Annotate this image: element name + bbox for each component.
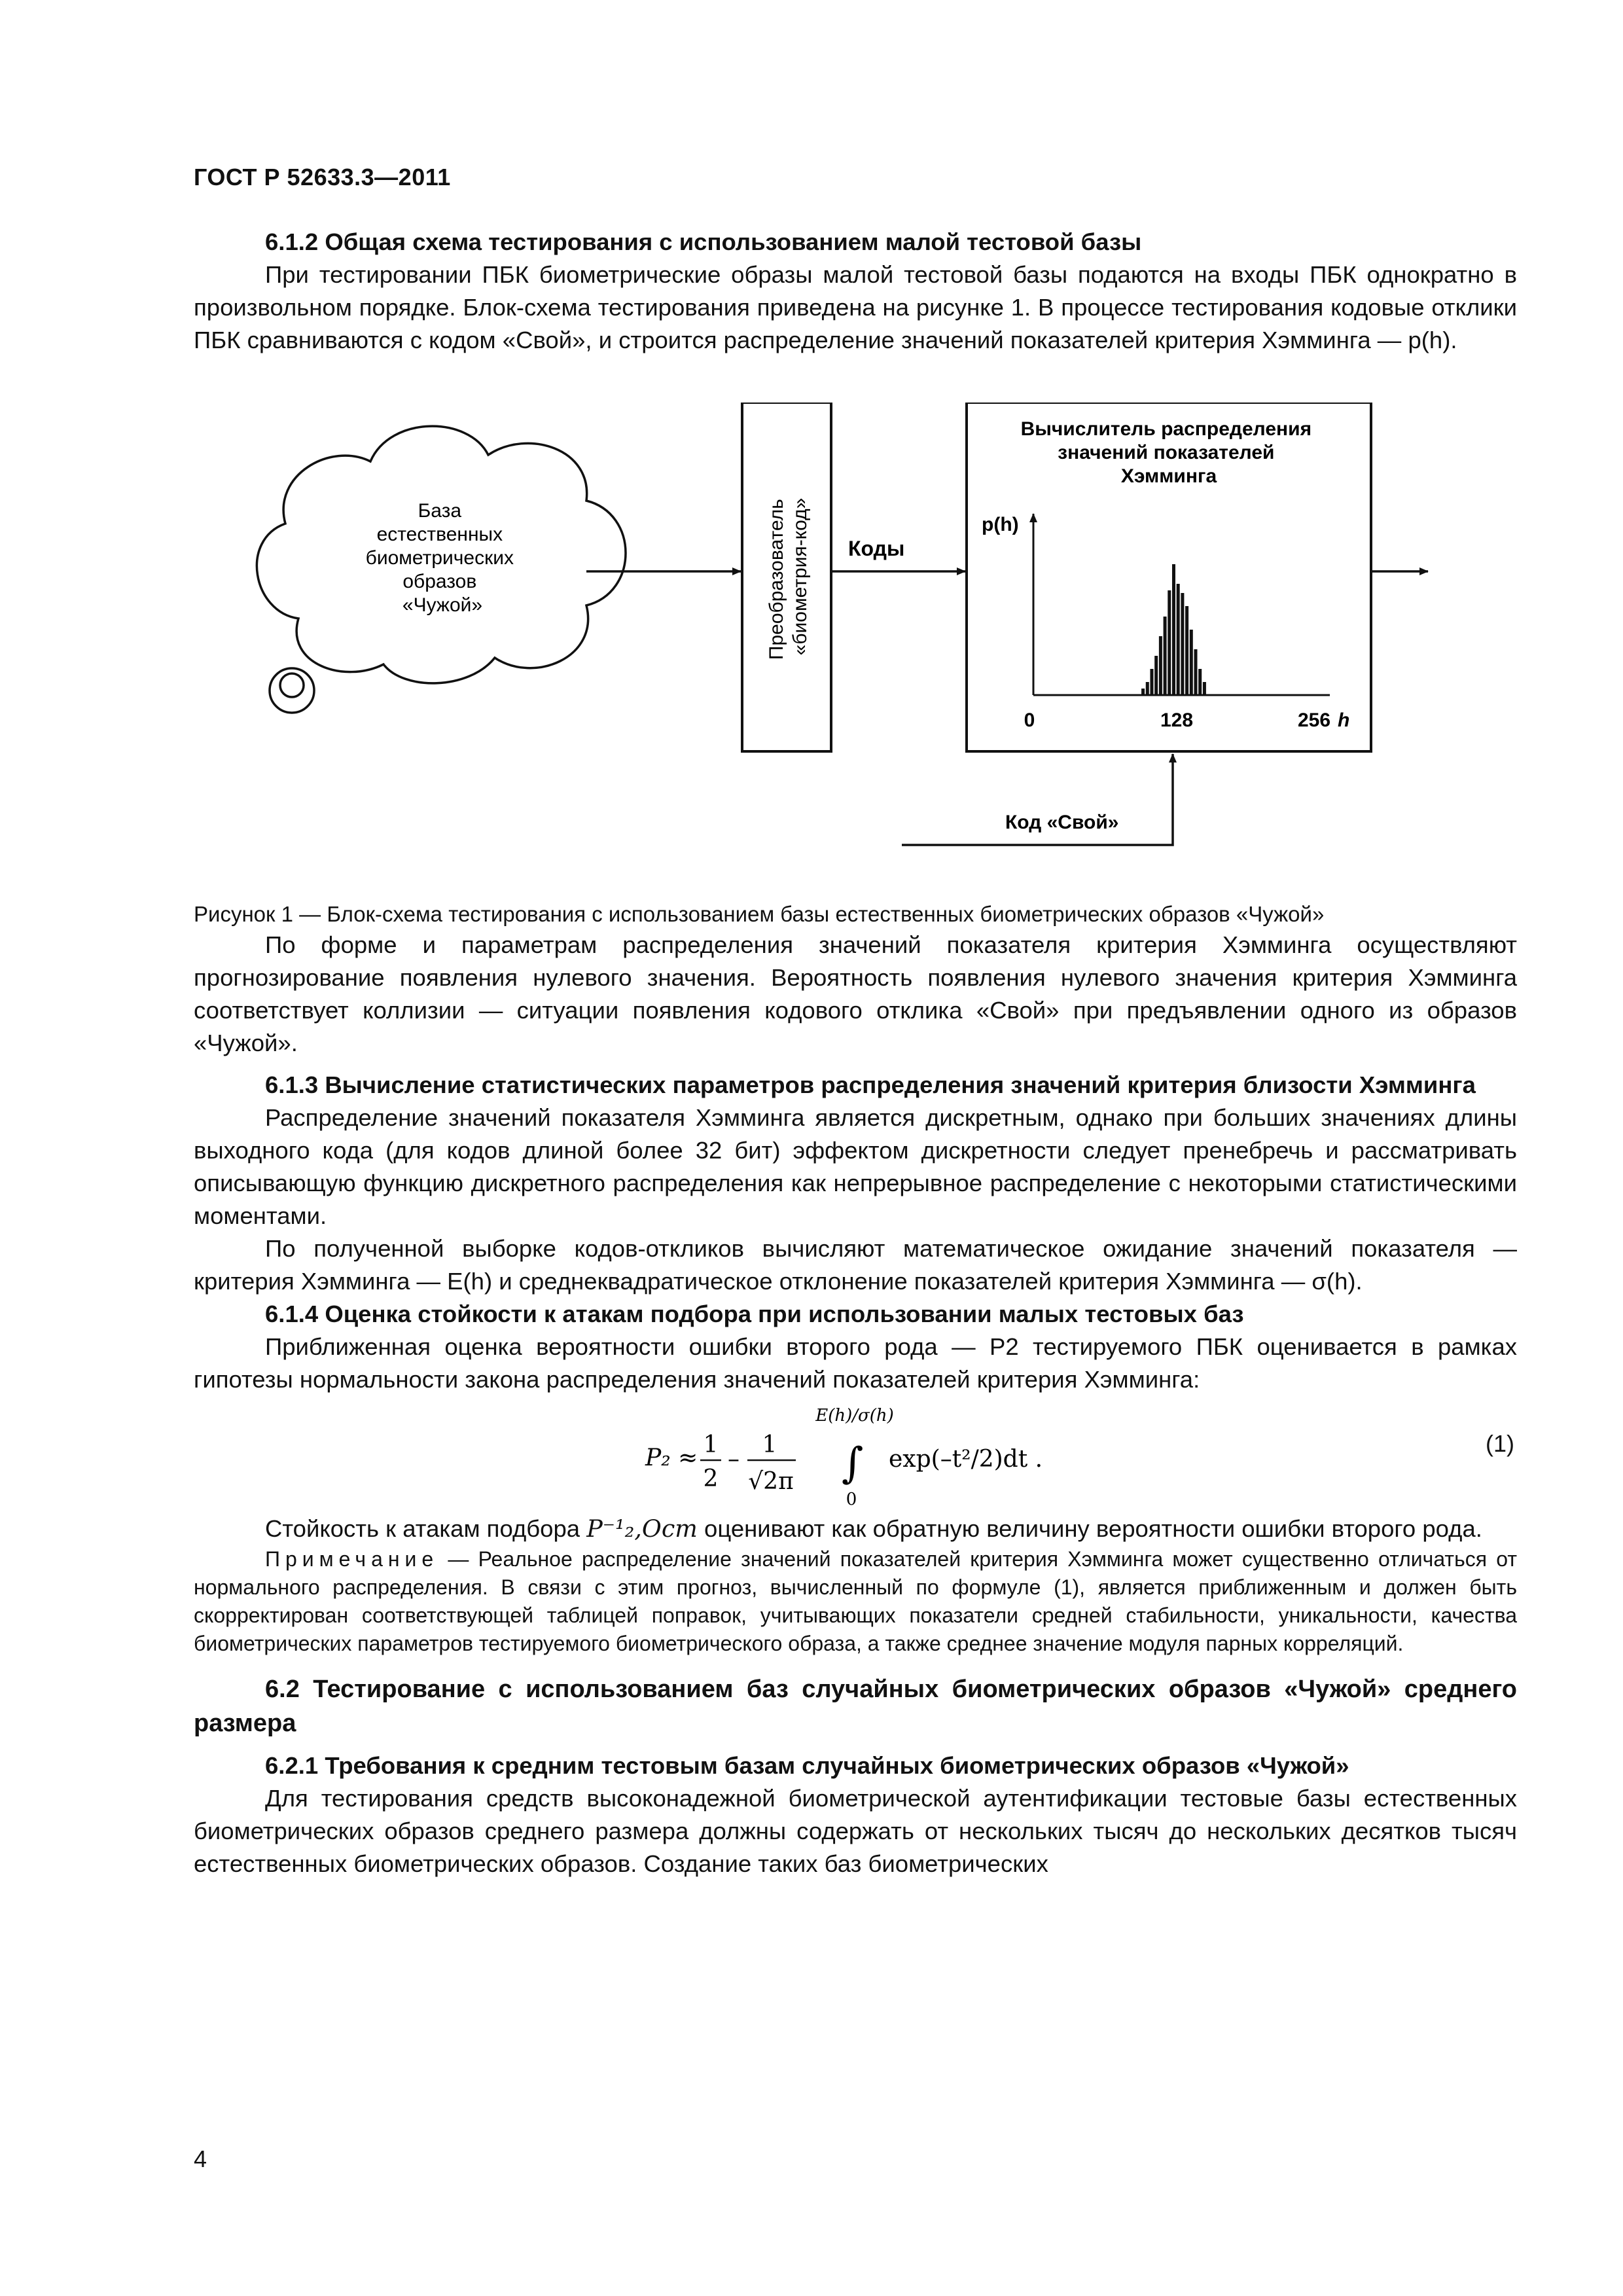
formula-integrand: exp(–t²/2)dt . <box>889 1446 1043 1473</box>
histogram-bar <box>1203 682 1206 695</box>
resistance-text-end: оценивают как обратную величину вероятности ошибки второго рода. <box>704 1515 1482 1542</box>
converter-label: Преобразователь «биометрия-код» <box>766 497 811 660</box>
histogram-bar <box>1198 669 1202 695</box>
resistance-symbol: P⁻¹₂,Ост <box>586 1515 698 1543</box>
document-body <box>194 226 1517 1880</box>
page-number: 4 <box>194 2145 207 2172</box>
histogram-bar <box>1177 584 1180 695</box>
section-6-1-4-paragraph-2 <box>194 1513 1517 1545</box>
formula-number: (1) <box>1486 1430 1514 1457</box>
histogram-bar <box>1141 689 1145 695</box>
formula-svg <box>194 1400 1517 1510</box>
histogram-bar <box>1154 656 1158 695</box>
histogram-bar <box>1181 593 1184 695</box>
cloud-bubble-small <box>280 673 304 697</box>
resistance-text-start: Стойкость к атакам подбора <box>265 1515 580 1542</box>
histogram-bar <box>1190 630 1193 695</box>
formula-half-den: 2 <box>703 1465 719 1492</box>
y-axis-label: p(h) <box>982 514 1019 535</box>
histogram-bar <box>1185 606 1188 695</box>
section-6-1-4-title: 6.1.4 Оценка стойкости к атакам подбора при использовании малых тестовых баз <box>265 1300 1244 1327</box>
note-label: Примечание <box>265 1547 439 1571</box>
note <box>194 1545 1517 1658</box>
formula-integral-sign: ∫ <box>842 1439 864 1488</box>
formula-lhs: P₂ ≈ <box>645 1444 698 1471</box>
formula-1 <box>194 1400 1517 1510</box>
section-6-1-3-paragraph-1: Распределение значений показателя Хэмминга является дискретным, однако при больших значениях длины выходного кода (для кодов длиной более 32 бит) эффектом дискретности следует пренебречь и рассматривать описывающую функцию дискретного распределения как непрерывное распределение с некоторыми статистическими моментами. <box>194 1104 1517 1229</box>
section-6-2-1-paragraph: Для тестирования средств высоконадежной биометрической аутентификации тестовые базы естественных биометрических образов среднего размера должны содержать от нескольких тысяч до нескольких десятков тысяч естественных биометрических образов. Создание таких баз биометрических <box>194 1785 1517 1877</box>
histogram-bar <box>1150 669 1153 695</box>
formula-coef-den: √2π <box>748 1468 794 1495</box>
x-axis-label: h <box>1338 709 1350 731</box>
x-tick-256: 256 <box>1297 709 1331 731</box>
histogram-bar <box>1159 636 1162 695</box>
figure-1-block-diagram <box>194 403 1517 900</box>
histogram-bar <box>1146 682 1149 695</box>
histogram-bar <box>1194 649 1198 695</box>
x-tick-128: 128 <box>1160 709 1194 731</box>
section-6-1-3-paragraph-2: По полученной выборке кодов-откликов вычисляют математическое ожидание значений показателя — критерия Хэмминга — E(h) и среднеквадратическое отклонение показателей критерия Хэмминга — σ(h). <box>194 1235 1517 1295</box>
histogram-bar <box>1168 590 1171 695</box>
cloud-label: База естественных биометрических образов «Чужой» <box>365 500 514 616</box>
after-figure-paragraph: По форме и параметрам распределения значений показателя критерия Хэмминга осуществляют прогнозирование появления нулевого значения. Вероятность появления нулевого значения критерия Хэмминга соответствует коллизии — ситуации появления кодового отклика «Свой» при предъявлении одного из образов «Чужой». <box>194 931 1517 1056</box>
formula-upper-limit: E(h)/σ(h) <box>815 1406 894 1426</box>
note-text: — Реальное распределение значений показателей критерия Хэмминга может существенно отличаться от нормального распределения. В связи с этим прогноз, вычисленный по формуле (1), является приближенным и должен быть скорректирован соответствующей таблицей поправок, учитывающих показатели средней стабильности, уникальности, качества биометрических параметров тестируемого биометрического образа, а также среднее значение модуля парных корреляций. <box>194 1547 1518 1655</box>
cloud-bubble-large <box>270 668 314 713</box>
formula-minus: – <box>728 1446 740 1473</box>
standard-header: ГОСТ Р 52633.3—2011 <box>194 164 451 190</box>
histogram-bar <box>1172 564 1175 695</box>
formula-coef-num: 1 <box>762 1431 777 1458</box>
block-diagram-svg <box>194 403 1517 900</box>
section-6-2-title: 6.2 Тестирование с использованием баз случайных биометрических образов «Чужой» среднего размера <box>194 1676 1517 1737</box>
section-6-1-4-paragraph-1: Приближенная оценка вероятности ошибки второго рода — P2 тестируемого ПБК оценивается в рамках гипотезы нормальности закона распределения значений показателей критерия Хэмминга: <box>194 1333 1517 1393</box>
formula-lower-limit: 0 <box>846 1490 857 1509</box>
section-6-1-2-title: 6.1.2 Общая схема тестирования с использованием малой тестовой базы <box>265 228 1142 255</box>
section-6-1-2-paragraph: При тестировании ПБК биометрические образы малой тестовой базы подаются на входы ПБК однократно в произвольном порядке. Блок-схема тестирования приведена на рисунке 1. В процессе тестирования кодовые отклики ПБК сравниваются с кодом «Свой», и строится распределение значений показателей критерия Хэмминга — p(h). <box>194 261 1517 353</box>
histogram-bars <box>1141 564 1206 695</box>
codes-label: Коды <box>848 537 905 560</box>
section-6-1-3-title: 6.1.3 Вычисление статистических параметров распределения значений критерия близости Хэмминга <box>265 1071 1476 1098</box>
calculator-title: Вычислитель распределения значений показателей Хэмминга <box>1020 418 1312 487</box>
section-6-2-1-title: 6.2.1 Требования к средним тестовым базам случайных биометрических образов «Чужой» <box>265 1752 1349 1779</box>
figure-caption: Рисунок 1 — Блок-схема тестирования с использованием базы естественных биометрических образов «Чужой» <box>194 902 1325 926</box>
formula-half-num: 1 <box>703 1431 719 1458</box>
x-tick-0: 0 <box>1024 709 1035 731</box>
own-code-label: Код «Свой» <box>1005 812 1119 833</box>
histogram-bar <box>1164 617 1167 695</box>
